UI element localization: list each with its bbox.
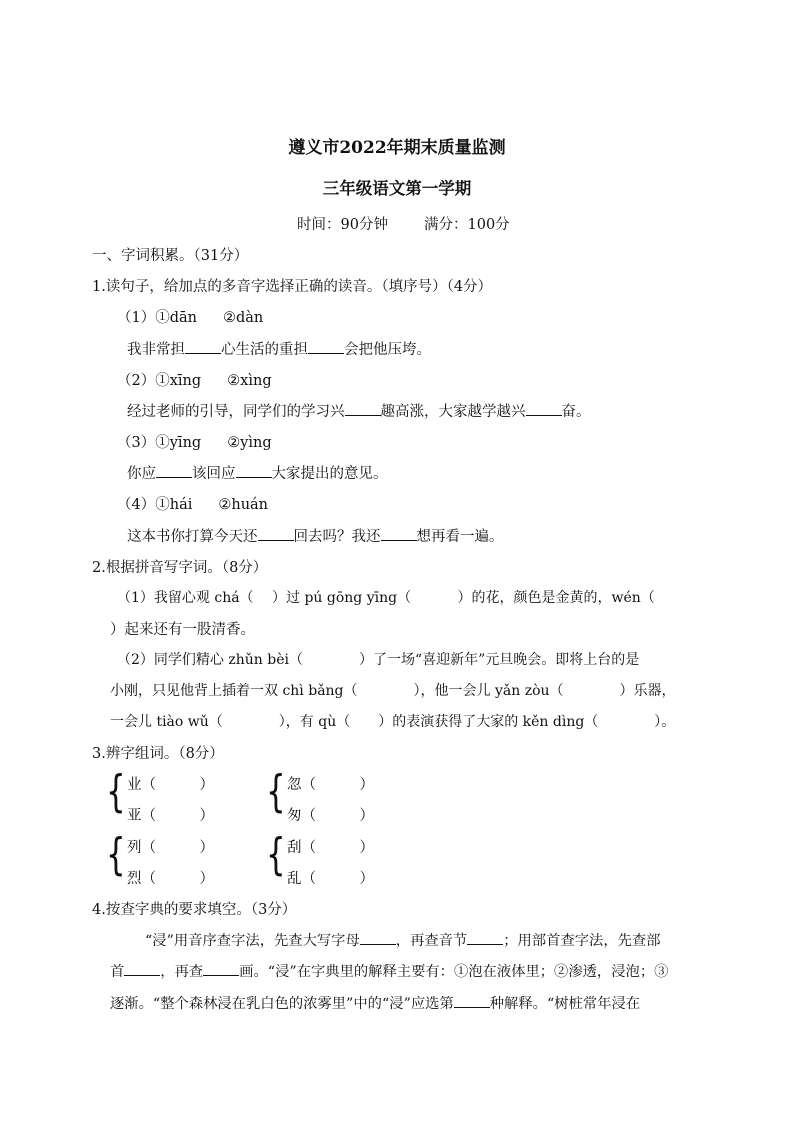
char: 刮: [287, 840, 302, 856]
char: 忽: [287, 777, 302, 793]
paragraph-line: 首 ，再查 画。“浸”在字典里的解释主要有：①泡在液体里；②渗透，浸泡；③: [110, 961, 668, 981]
item-number: （1）: [117, 310, 156, 326]
page-title: 遵义市2022年期末质量监测: [288, 138, 506, 158]
answer-blank[interactable]: [124, 961, 160, 976]
answer-paren[interactable]: （ ）: [141, 871, 214, 887]
char-row: [287, 867, 374, 888]
answer-paren[interactable]: （ ）: [301, 871, 374, 887]
question-line: 小刚，只见他背上插着一双 chì bǎng（ ），他一会儿 yǎn zòu（ ）乐器，: [110, 683, 676, 699]
score-info: 满分：100分: [424, 217, 510, 233]
question-line: （2）同学们精心 zhǔn bèi（ ）了一场“喜迎新年”元旦晚会。即将上台的是: [117, 652, 640, 668]
question-heading: 2.根据拼音写字词。（8分）: [92, 560, 268, 576]
question-heading: 4.按查字典的要求填空。（3分）: [92, 902, 297, 918]
pinyin-options: [117, 369, 272, 390]
answer-blank[interactable]: [454, 993, 490, 1008]
answer-paren[interactable]: （ ）: [141, 840, 214, 856]
answer-blank[interactable]: [236, 463, 272, 478]
char-row: [287, 773, 374, 794]
brace-icon: {: [266, 766, 286, 817]
answer-blank[interactable]: [156, 463, 192, 478]
char-row: [287, 804, 374, 825]
pinyin-options: [117, 493, 268, 514]
char: 乱: [287, 871, 302, 887]
char-row: [127, 773, 214, 794]
item-number: （2）: [117, 373, 156, 389]
question-line: （1）我留心观 chá（ ）过 pú gōng yīng（ ）的花，颜色是金黄的，wén（: [117, 590, 655, 606]
brace-icon: {: [106, 766, 126, 817]
answer-blank[interactable]: [258, 526, 294, 541]
answer-blank[interactable]: [203, 961, 239, 976]
option-1: ①xīng: [155, 373, 202, 389]
section-heading: 一、字词积累。（31分）: [92, 248, 249, 264]
sentence: 这本书你打算今天还 回去吗？我还 想再看一遍。: [127, 525, 504, 546]
answer-blank[interactable]: [308, 339, 344, 354]
question-heading: 1.读句子，给加点的多音字选择正确的读音。（填序号）（4分）: [92, 279, 493, 295]
answer-blank[interactable]: [185, 339, 221, 354]
char-row: [127, 836, 214, 857]
answer-paren[interactable]: （ ）: [141, 777, 214, 793]
char: 烈: [127, 871, 142, 887]
time-info: 时间：90分钟: [297, 217, 388, 233]
sentence: 你应 该回应 大家提出的意见。: [127, 462, 388, 483]
answer-blank[interactable]: [360, 930, 396, 945]
option-2: ②dàn: [223, 310, 264, 326]
sentence: 经过老师的引导，同学们的学习兴 趣高涨，大家越学越兴 奋。: [127, 400, 591, 421]
char: 列: [127, 840, 142, 856]
char-row: [287, 836, 374, 857]
page-subtitle: 三年级语文第一学期: [322, 179, 472, 198]
answer-paren[interactable]: （ ）: [141, 808, 214, 824]
char: 亚: [127, 808, 142, 824]
option-1: ①yīng: [155, 435, 202, 451]
answer-paren[interactable]: （ ）: [301, 840, 374, 856]
paragraph-line: “浸”用音序查字法，先查大写字母 ，再查音节 ；用部首查字法，先查部: [145, 930, 661, 950]
brace-icon: {: [106, 829, 126, 880]
char-row: [127, 804, 214, 825]
option-2: ②huán: [218, 497, 269, 513]
option-2: ②xìng: [227, 373, 272, 389]
char-row: [127, 867, 214, 888]
option-1: ①hái: [155, 497, 193, 513]
paragraph-line: 逐渐。“整个森林浸在乳白色的浓雾里”中的“浸”应选第 种解释。“树桩常年浸在: [110, 993, 640, 1013]
sentence: 我非常担 心生活的重担 会把他压垮。: [127, 338, 431, 359]
pinyin-options: [117, 306, 263, 327]
option-2: ②yìng: [227, 435, 272, 451]
char: 匆: [287, 808, 302, 824]
answer-blank[interactable]: [526, 401, 562, 416]
answer-blank[interactable]: [381, 526, 417, 541]
brace-icon: {: [266, 829, 286, 880]
pinyin-options: [117, 431, 272, 452]
char: 业: [127, 777, 142, 793]
question-line: 一会儿 tiào wǔ（ ），有 qù（ ）的表演获得了大家的 kěn dìng（ ）。: [110, 714, 676, 730]
question-heading: 3.辨字组词。（8分）: [92, 746, 224, 762]
option-1: ①dān: [155, 310, 197, 326]
answer-paren[interactable]: （ ）: [301, 808, 374, 824]
answer-blank[interactable]: [467, 930, 503, 945]
item-number: （3）: [117, 435, 156, 451]
answer-blank[interactable]: [345, 401, 381, 416]
question-line: ）起来还有一股清香。: [110, 622, 255, 638]
item-number: （4）: [117, 497, 156, 513]
answer-paren[interactable]: （ ）: [301, 777, 374, 793]
